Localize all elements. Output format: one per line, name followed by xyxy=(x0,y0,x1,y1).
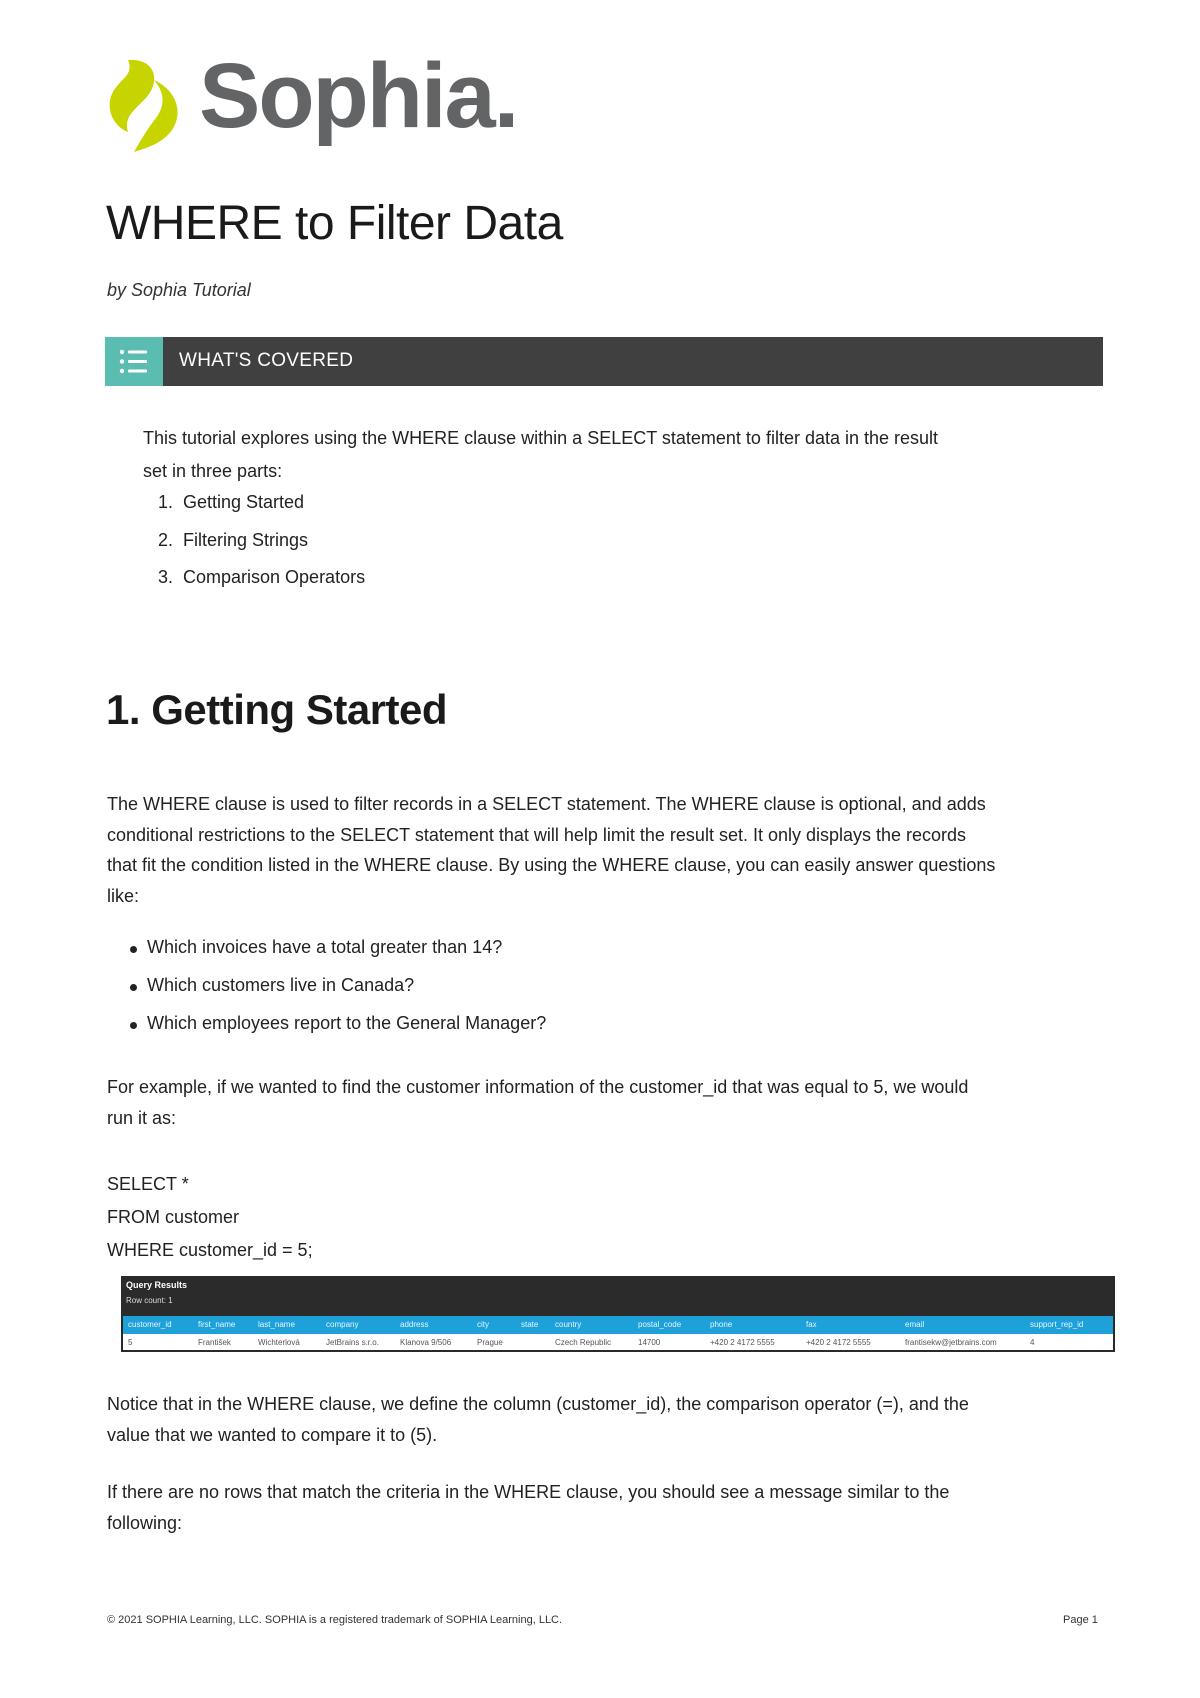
table-cell: František xyxy=(198,1338,231,1347)
table-cell: +420 2 4172 5555 xyxy=(806,1338,871,1347)
column-header: postal_code xyxy=(638,1320,682,1329)
list-item: 1. Getting Started xyxy=(158,492,305,512)
column-header-row xyxy=(123,1316,1113,1334)
page-number: Page 1 xyxy=(1063,1614,1098,1626)
intro-line: This tutorial explores using the WHERE clause within a SELECT statement to filter data in the result xyxy=(143,428,939,448)
paragraph-intro: The WHERE clause is used to filter records in a SELECT statement. The WHERE clause is optional, and adds conditional restrictions to the SELECT statement that will help limit the result set. It only displays the records that fit the condition listed in the WHERE clause. By using the WHERE clause, you can easily answer questions like: xyxy=(107,794,996,906)
footer-copyright: © 2021 SOPHIA Learning, LLC. SOPHIA is a registered trademark of SOPHIA Learning, LLC. xyxy=(107,1614,563,1626)
column-header: first_name xyxy=(198,1320,236,1329)
column-header: email xyxy=(905,1320,925,1329)
table-cell: JetBrains s.r.o. xyxy=(326,1338,379,1347)
column-header: last_name xyxy=(258,1320,295,1329)
table-cell: Czech Republic xyxy=(555,1338,612,1347)
list-icon xyxy=(105,337,163,386)
table-cell: +420 2 4172 5555 xyxy=(710,1338,775,1347)
column-header: state xyxy=(521,1320,539,1329)
table-row xyxy=(123,1334,1113,1352)
list-item: 3. Comparison Operators xyxy=(158,567,366,587)
parts-list xyxy=(158,492,365,605)
column-header: city xyxy=(477,1320,489,1329)
column-header: country xyxy=(555,1320,582,1329)
sql-code-block: SELECT * FROM customer WHERE customer_id = 5; xyxy=(107,1174,313,1260)
whats-covered-bar xyxy=(105,337,1103,386)
logo-wordmark: Sophia. xyxy=(199,45,518,147)
table-cell: Wichterlová xyxy=(258,1338,300,1347)
list-item: Which invoices have a total greater than 14? xyxy=(130,937,546,975)
sophia-logo xyxy=(104,45,524,156)
query-results-header xyxy=(123,1278,1113,1316)
section-heading: 1. Getting Started xyxy=(106,686,448,733)
column-header: phone xyxy=(710,1320,733,1329)
paragraph-example: For example, if we wanted to find the customer information of the customer_id that was equal to 5, we would run it as: xyxy=(107,1077,969,1128)
query-results-title: Query Results xyxy=(126,1280,188,1290)
table-cell: 5 xyxy=(128,1338,133,1347)
list-item: 2. Filtering Strings xyxy=(158,529,309,550)
list-item: Which customers live in Canada? xyxy=(130,975,546,1013)
table-cell: 14700 xyxy=(638,1338,661,1347)
covered-intro xyxy=(143,422,1043,488)
table-cell: frantisekw@jetbrains.com xyxy=(905,1338,997,1347)
column-header: support_rep_id xyxy=(1030,1320,1084,1329)
question-list xyxy=(130,937,546,1051)
row-count: Row count: 1 xyxy=(126,1296,173,1305)
intro-line: set in three parts: xyxy=(143,461,283,481)
column-header: address xyxy=(400,1320,429,1329)
page-title: WHERE to Filter Data xyxy=(106,197,563,250)
query-results-panel xyxy=(121,1276,1115,1352)
table-cell: Prague xyxy=(477,1338,503,1347)
byline: by Sophia Tutorial xyxy=(107,280,251,300)
table-cell: Klanova 9/506 xyxy=(400,1338,452,1347)
sophia-leaf-icon xyxy=(104,56,184,156)
column-header: customer_id xyxy=(128,1320,172,1329)
paragraph-notice: Notice that in the WHERE clause, we define the column (customer_id), the comparison operator (=), and the value that we wanted to compare it to (5). xyxy=(107,1394,969,1445)
table-cell: 4 xyxy=(1030,1338,1035,1347)
list-item: Which employees report to the General Manager? xyxy=(130,1013,546,1051)
column-header: fax xyxy=(806,1320,817,1329)
column-header: company xyxy=(326,1320,359,1329)
whats-covered-label: WHAT'S COVERED xyxy=(179,350,354,371)
paragraph-no-rows: If there are no rows that match the criteria in the WHERE clause, you should see a message similar to the following: xyxy=(107,1482,950,1533)
